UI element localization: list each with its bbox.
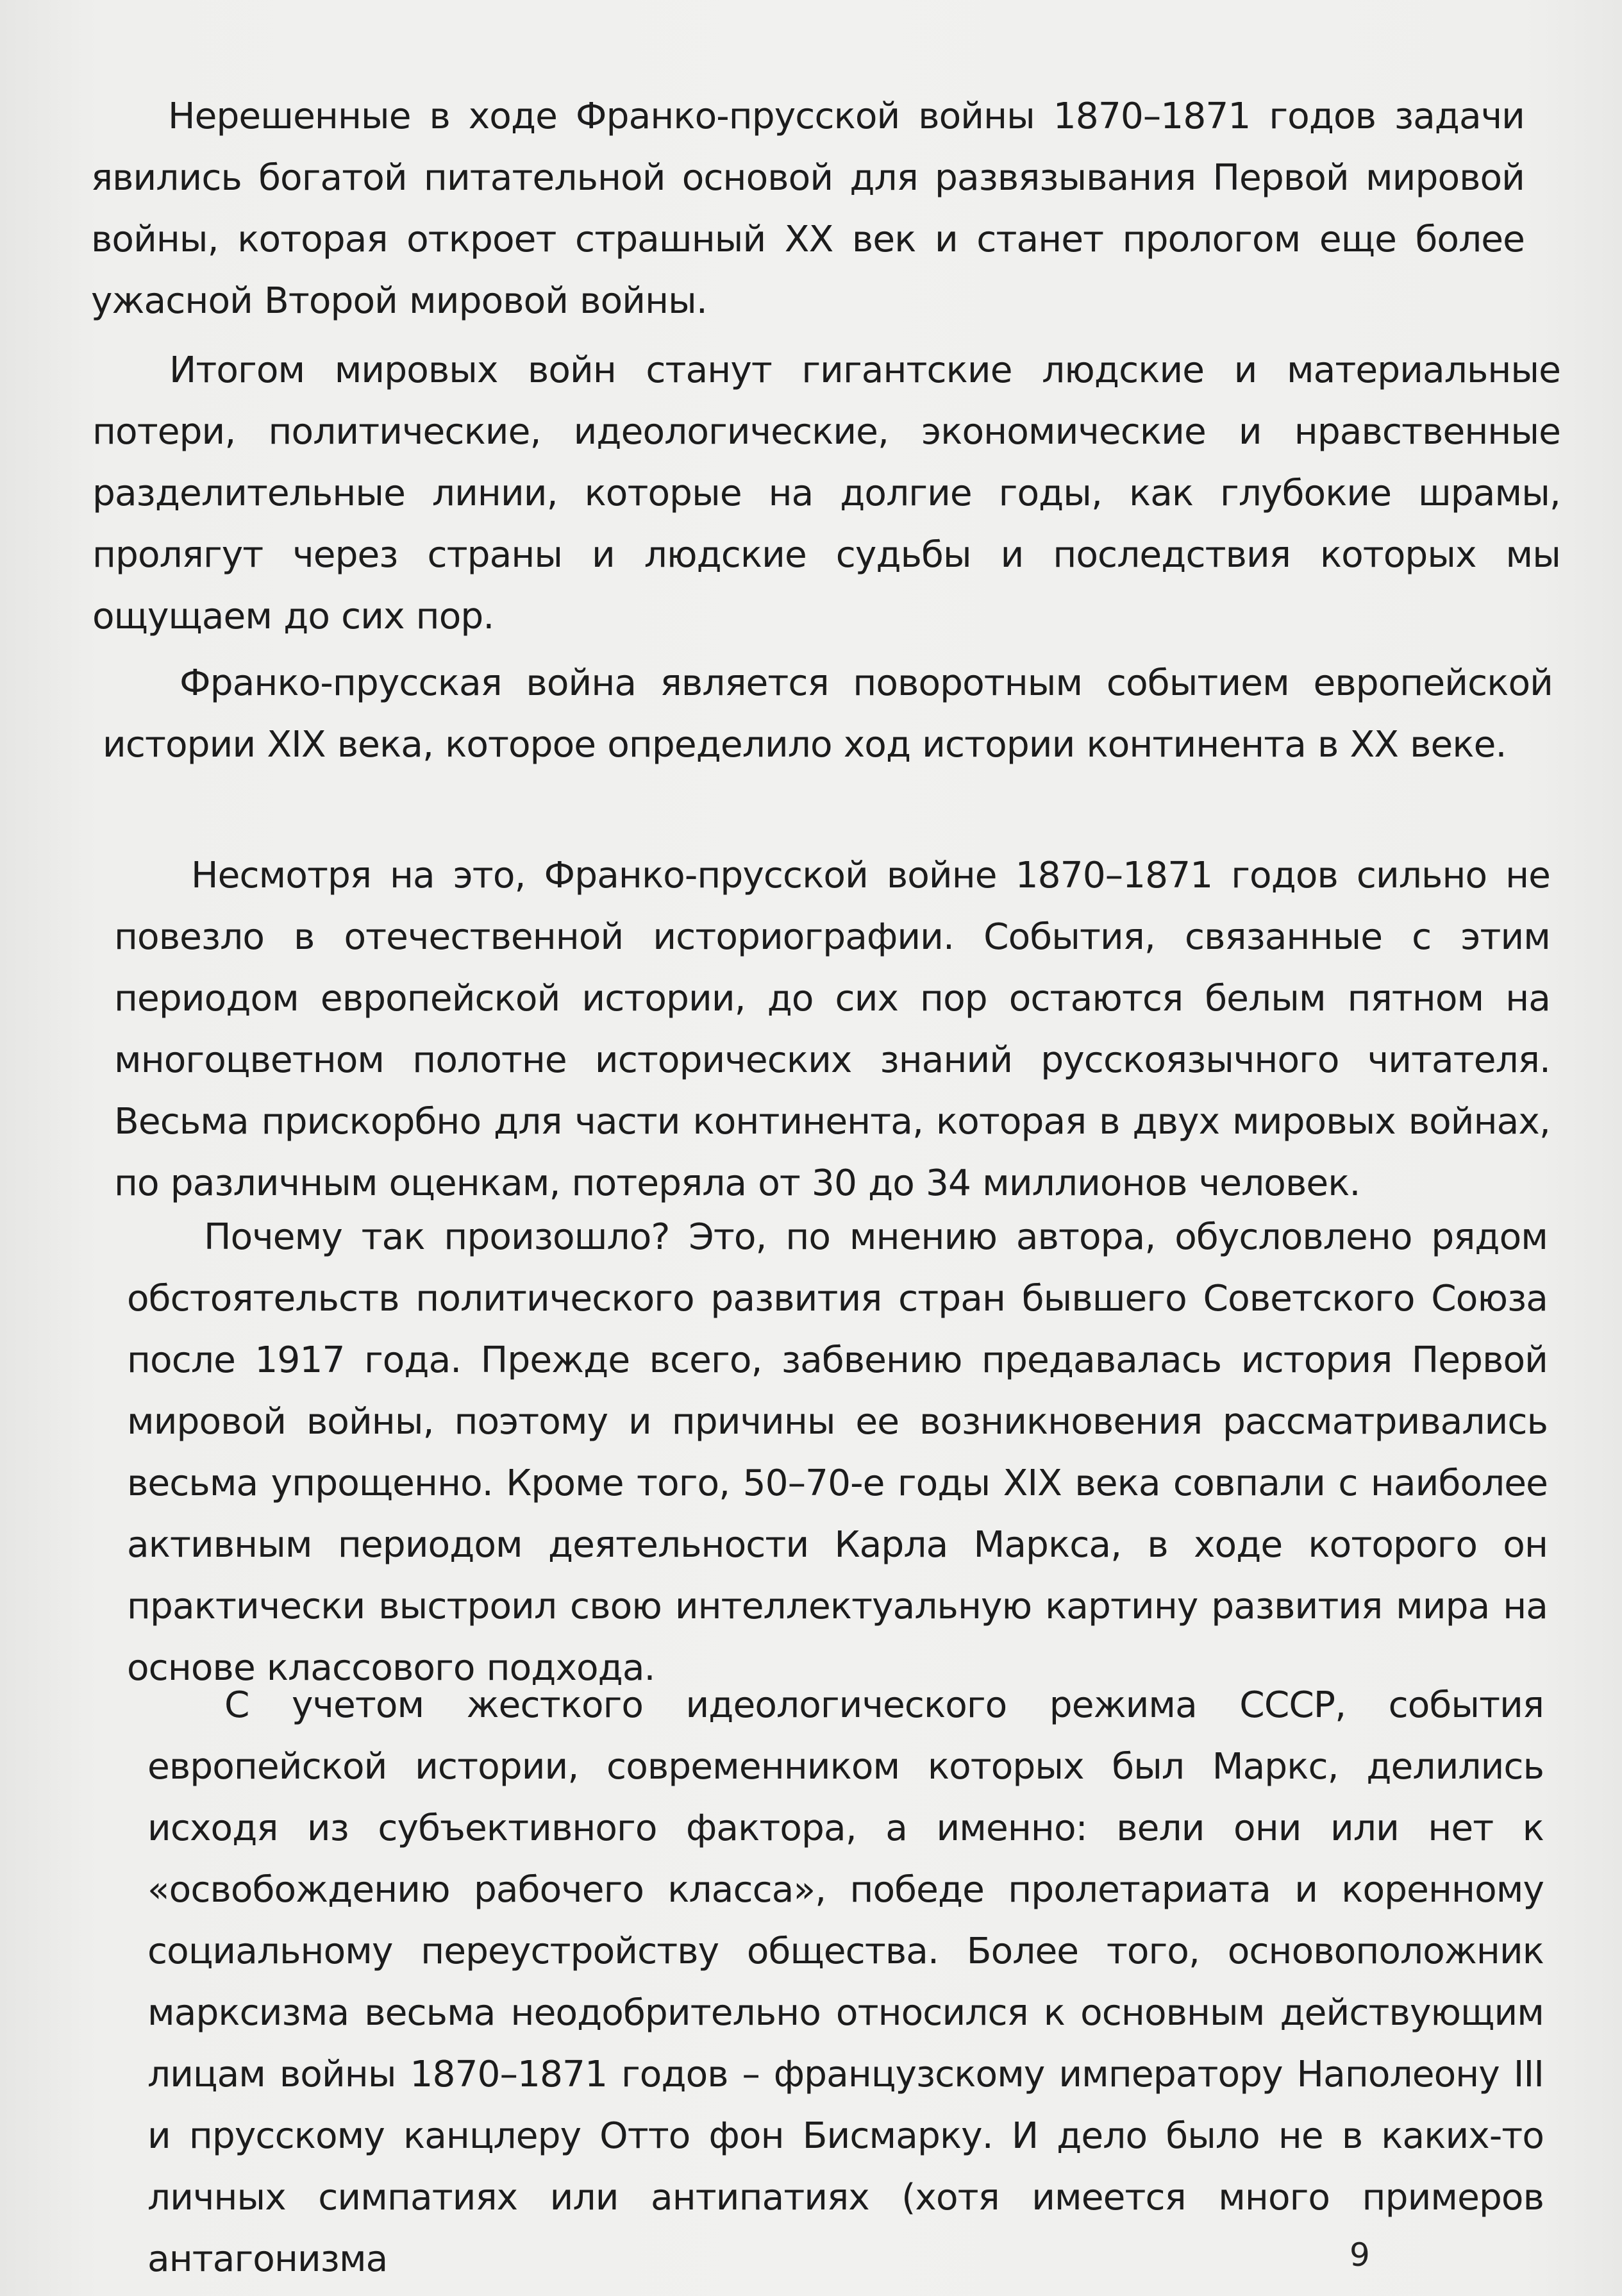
paragraph-3: Франко-прусская война является поворотным событием европейской истории XIX века, которое определило ход истории континента в XX веке. [103, 662, 1553, 766]
paragraph-2: Итогом мировых войн станут гигантские людские и материальные потери, политические, идеологические, экономические и нравственные разделительные линии, которые на долгие годы, как глубокие шрамы, пролягут через страны и людские судьбы и последствия которых мы ощущаем до сих пор. [92, 349, 1560, 637]
paragraph-4: Несмотря на это, Франко-прусской войне 1870–1871 годов сильно не повезло в отечественной историографии. События, связанные с этим периодом европейской истории, до сих пор остаются белым пятном на многоцветном полотне исторических знаний русскоязычного читателя. Весьма прискорбно для части континента, которая в двух мировых войнах, по различным оценкам, потеряла от 30 до 34 миллионов человек. [114, 855, 1550, 1204]
paragraph-5: Почему так произошло? Это, по мнению автора, обусловлено рядом обстоятельств политического развития стран бывшего Советского Союза после 1917 года. Прежде всего, забвению предавалась история Первой мировой войны, поэтому и причины ее возникновения рассматривались весьма упрощенно. Кроме того, 50–70-е годы XIX века совпали с наиболее активным периодом деятельности Карла Маркса, в ходе которого он практически выстроил свою интеллектуальную картину развития мира на основе классового подхода. [127, 1216, 1548, 1689]
paragraph-6: С учетом жесткого идеологического режима СССР, события европейской истории, современником которых был Маркс, делились исходя из субъективного фактора, а именно: вели они или нет к «освобождению рабочего класса», победе пролетариата и коренному социальному переустройству общества. Более того, основоположник марксизма весьма неодобрительно относился к основным действующим лицам войны 1870–1871 годов – французскому императору Наполеону III и прусскому канцлеру Отто фон Бисмарку. И дело было не в каких-то личных симпатиях или антипатиях (хотя имеется много примеров антагонизма [147, 1684, 1544, 2280]
page-number: 9 [1350, 2236, 1370, 2274]
paragraph-1: Нерешенные в ходе Франко-прусской войны 1870–1871 годов задачи явились богатой питательной основой для развязывания Первой мировой войны, которая откроет страшный XX век и станет прологом еще более ужасной Второй мировой войны. [91, 96, 1525, 322]
